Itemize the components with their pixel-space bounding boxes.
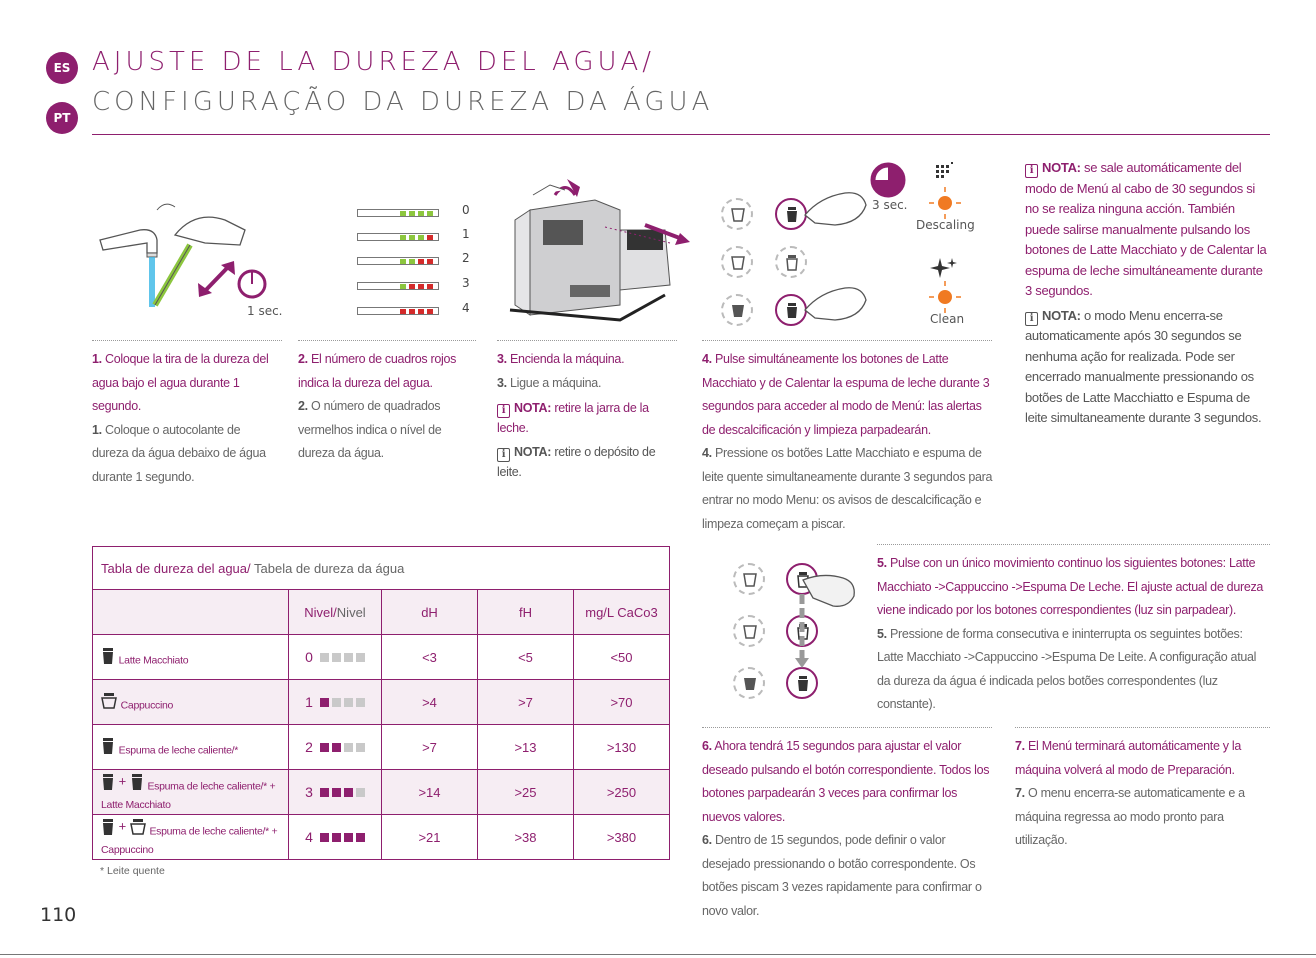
header-rule [92, 134, 1270, 135]
level-square [320, 698, 329, 707]
strip-square [400, 259, 406, 264]
dh-cell: >14 [382, 770, 478, 815]
dh-cell: >21 [382, 815, 478, 860]
header-nivel: Nivel/Nivel [289, 590, 382, 635]
step-7-text: 7. El Menú terminará automáticamente y la máquina volverá al modo de Preparación. 7. O menu encerra-se automaticamente e a máquina regressa ao modo pronto para utilização. [1015, 739, 1245, 847]
strip-square [409, 309, 415, 314]
drink-cell [93, 725, 289, 770]
dh-cell: >4 [382, 680, 478, 725]
strip-square [400, 235, 406, 240]
latte-button[interactable] [733, 667, 765, 699]
level-square [344, 833, 353, 842]
strip-level-number: 0 [462, 203, 470, 217]
separator [298, 340, 476, 341]
level-square [332, 788, 341, 797]
level-square [320, 788, 329, 797]
clean-label: Clean [930, 312, 965, 326]
drink-label: Espuma de leche caliente/* + Cappuccino [101, 825, 278, 857]
footer-rule [0, 954, 1316, 955]
mgl-cell: >250 [574, 770, 670, 815]
level-square [344, 698, 353, 707]
strip-level-number: 3 [462, 276, 470, 290]
clean-sparkle-icon [930, 256, 960, 280]
strip-square [418, 309, 424, 314]
title-es: AJUSTE DE LA DUREZA DEL AGUA/ [92, 47, 656, 77]
level-square [332, 653, 341, 662]
table-footnote: * Leite quente [100, 865, 165, 877]
hardness-strip [357, 233, 439, 241]
table-caption: Tabla de dureza del agua/ Tabela de dureza da água [93, 547, 670, 590]
level-cell: 3 [289, 770, 382, 815]
descaling-label: Descaling [916, 218, 975, 232]
table-row [93, 680, 670, 725]
info-icon: i [1025, 312, 1038, 326]
finger-press-icon [800, 185, 870, 235]
step4-time-label: 3 sec. [872, 198, 908, 212]
strip-square [409, 259, 415, 264]
table-row [93, 635, 670, 680]
strip-square [427, 309, 433, 314]
timer-3sec-icon [868, 160, 908, 200]
title-pt: CONFIGURAÇÃO DA DUREZA DA ÁGUA [92, 87, 714, 117]
level-square [320, 653, 329, 662]
table-row [93, 815, 670, 860]
finger-press-icon [798, 568, 860, 613]
water-hardness-table [92, 546, 670, 860]
finger-press-icon [800, 280, 870, 330]
step-4-text: 4. Pulse simultáneamente los botones de Latte Macchiato y de Calentar la espuma de leche durante 3 segundos para acceder al modo de Menú: las alertas de descalcificación y limpieza parpadearán. 4. Pressione os botões Latte Macchiato e espuma de leite quente simultaneamente durante 3 segundos para entrar no modo Menu: os avisos de descalcificação e limpeza começam a piscar. [702, 352, 993, 531]
lang-badge-pt: PT [46, 102, 78, 134]
level-cell: 2 [289, 725, 382, 770]
drink-cell: + $_{Espuma de leche caliente/* + Cappuccino}$ [93, 815, 289, 860]
page-number: 110 [40, 904, 77, 926]
level-square [320, 833, 329, 842]
strip-square [418, 259, 424, 264]
drink-label: Espuma de leche caliente/* + Latte Macchiato [101, 780, 276, 812]
header-mgl: mg/L CaCo3 [574, 590, 670, 635]
level-square [344, 743, 353, 752]
side-note: i NOTA: se sale automáticamente del modo de Menú al cabo de 30 segundos si no se realiza ninguna acción. También puede salirse manualmente pulsando los botones de Latte Macchiato y de Calentar la espuma de leche simultáneamente durante 3 segundos. i NOTA: o modo Menu encerra-se automaticamente após 30 segundos se nenhuma ação for realizada. Pode ser encerrado manualmente pressionando os botões de Latte Macchiatto e Espuma de leite simultaneamente durante 3 segundos. [1025, 160, 1267, 425]
milk-froth-button-pressed[interactable] [786, 667, 818, 699]
strip-square [427, 284, 433, 289]
step1-time-label: 1 sec. [247, 304, 283, 318]
strip-square [400, 309, 406, 314]
coffee-machine-illustration [505, 165, 695, 330]
fh-cell: >13 [478, 725, 574, 770]
level-square [332, 743, 341, 752]
tap-strip-illustration [95, 195, 285, 320]
separator [702, 340, 992, 341]
strip-square [427, 259, 433, 264]
mgl-cell: >70 [574, 680, 670, 725]
separator [877, 544, 1270, 545]
step-5-text: 5. Pulse con un único movimiento continuo los siguientes botones: Latte Macchiato ->Cappuccino ->Espuma De Leche. El ajuste actual de dureza viene indicado por los botones correspondientes (luz sin parpadear). 5. Pressione de forma consecutiva e ininterrupta os seguintes botões: Latte Macchiato ->Cappuccino ->Espuma De Leite. A configuração atual da dureza da água é indicada pelos botões correspondentes (luz constante). [877, 556, 1264, 711]
fh-cell: >25 [478, 770, 574, 815]
latte-macchiato-button[interactable] [721, 294, 753, 326]
strip-square [409, 211, 415, 216]
cappuccino-button[interactable] [775, 246, 807, 278]
step-3-text: 3. Encienda la máquina. 3. Ligue a máquina. i NOTA: retire la jarra de la leche. i NOTA: retire o depósito de leite. [497, 352, 656, 479]
step-6-text: 6. Ahora tendrá 15 segundos para ajustar el valor deseado pulsando el botón correspondiente. Todos los botones parpadearán 3 veces para confirmar los nuevos valores. 6. Dentro de 15 segundos, pode definir o valor desejado pressionando o botão correspondente. Os botões piscam 3 vezes rapidamente para confirmar o novo valor. [702, 739, 990, 918]
dh-cell: <3 [382, 635, 478, 680]
strip-level-number: 4 [462, 301, 470, 315]
descaling-icon [933, 160, 955, 182]
descaling-alert-light [928, 186, 962, 220]
level-square [356, 833, 365, 842]
timer-icon [236, 268, 268, 300]
level-cell: 1 [289, 680, 382, 725]
separator [497, 340, 677, 341]
info-icon: i [1025, 164, 1038, 178]
fh-cell: >38 [478, 815, 574, 860]
level-square [320, 743, 329, 752]
separator [1015, 727, 1270, 728]
hardness-strip [357, 257, 439, 265]
strip-level-number: 1 [462, 227, 470, 241]
hardness-strip [357, 282, 439, 290]
level-square [356, 788, 365, 797]
hardness-strip [357, 209, 439, 217]
fh-cell: <5 [478, 635, 574, 680]
latte-button[interactable] [721, 246, 753, 278]
level-square [356, 653, 365, 662]
level-square [344, 653, 353, 662]
step-1-text: 1. Coloque la tira de la dureza del agua bajo el agua durante 1 segundo. 1. Coloque o autocolante de dureza da água debaixo de água durante 1 segundo. [92, 352, 269, 484]
latte-button[interactable] [721, 198, 753, 230]
drink-cell [93, 680, 289, 725]
level-square [356, 698, 365, 707]
strip-square [418, 284, 424, 289]
strip-square [418, 211, 424, 216]
fh-cell: >7 [478, 680, 574, 725]
level-cell: 0 [289, 635, 382, 680]
header-fh: fH [478, 590, 574, 635]
level-square [332, 833, 341, 842]
info-icon: i [497, 448, 510, 462]
mgl-cell: >130 [574, 725, 670, 770]
strip-level-number: 2 [462, 251, 470, 265]
strip-square [400, 284, 406, 289]
drink-label: Espuma de leche caliente/* [118, 744, 239, 757]
hardness-strip [357, 307, 439, 315]
drink-cell: + $_{Espuma de leche caliente/* + Latte Macchiato}$ [93, 770, 289, 815]
level-cell: 4 [289, 815, 382, 860]
table-row [93, 725, 670, 770]
strip-square [418, 235, 424, 240]
strip-square [427, 235, 433, 240]
level-square [344, 788, 353, 797]
latte-button[interactable] [733, 615, 765, 647]
strip-square [409, 284, 415, 289]
drink-label: Cappuccino [120, 699, 174, 712]
header-dh: dH [382, 590, 478, 635]
separator [702, 727, 992, 728]
clean-alert-light [928, 280, 962, 314]
strip-square [427, 211, 433, 216]
mgl-cell: <50 [574, 635, 670, 680]
level-square [332, 698, 341, 707]
drink-label: Latte Macchiato [118, 654, 189, 667]
lang-badge-es: ES [46, 52, 78, 84]
separator [92, 340, 282, 341]
step-2-text: 2. El número de cuadros rojos indica la dureza del agua. 2. O número de quadrados vermelhos indica o nível de dureza da água. [298, 352, 457, 460]
mgl-cell: >380 [574, 815, 670, 860]
strip-square [400, 211, 406, 216]
level-square [356, 743, 365, 752]
strip-square [409, 235, 415, 240]
drink-cell [93, 635, 289, 680]
table-row [93, 770, 670, 815]
info-icon: i [497, 404, 510, 418]
latte-button[interactable] [733, 563, 765, 595]
dh-cell: >7 [382, 725, 478, 770]
